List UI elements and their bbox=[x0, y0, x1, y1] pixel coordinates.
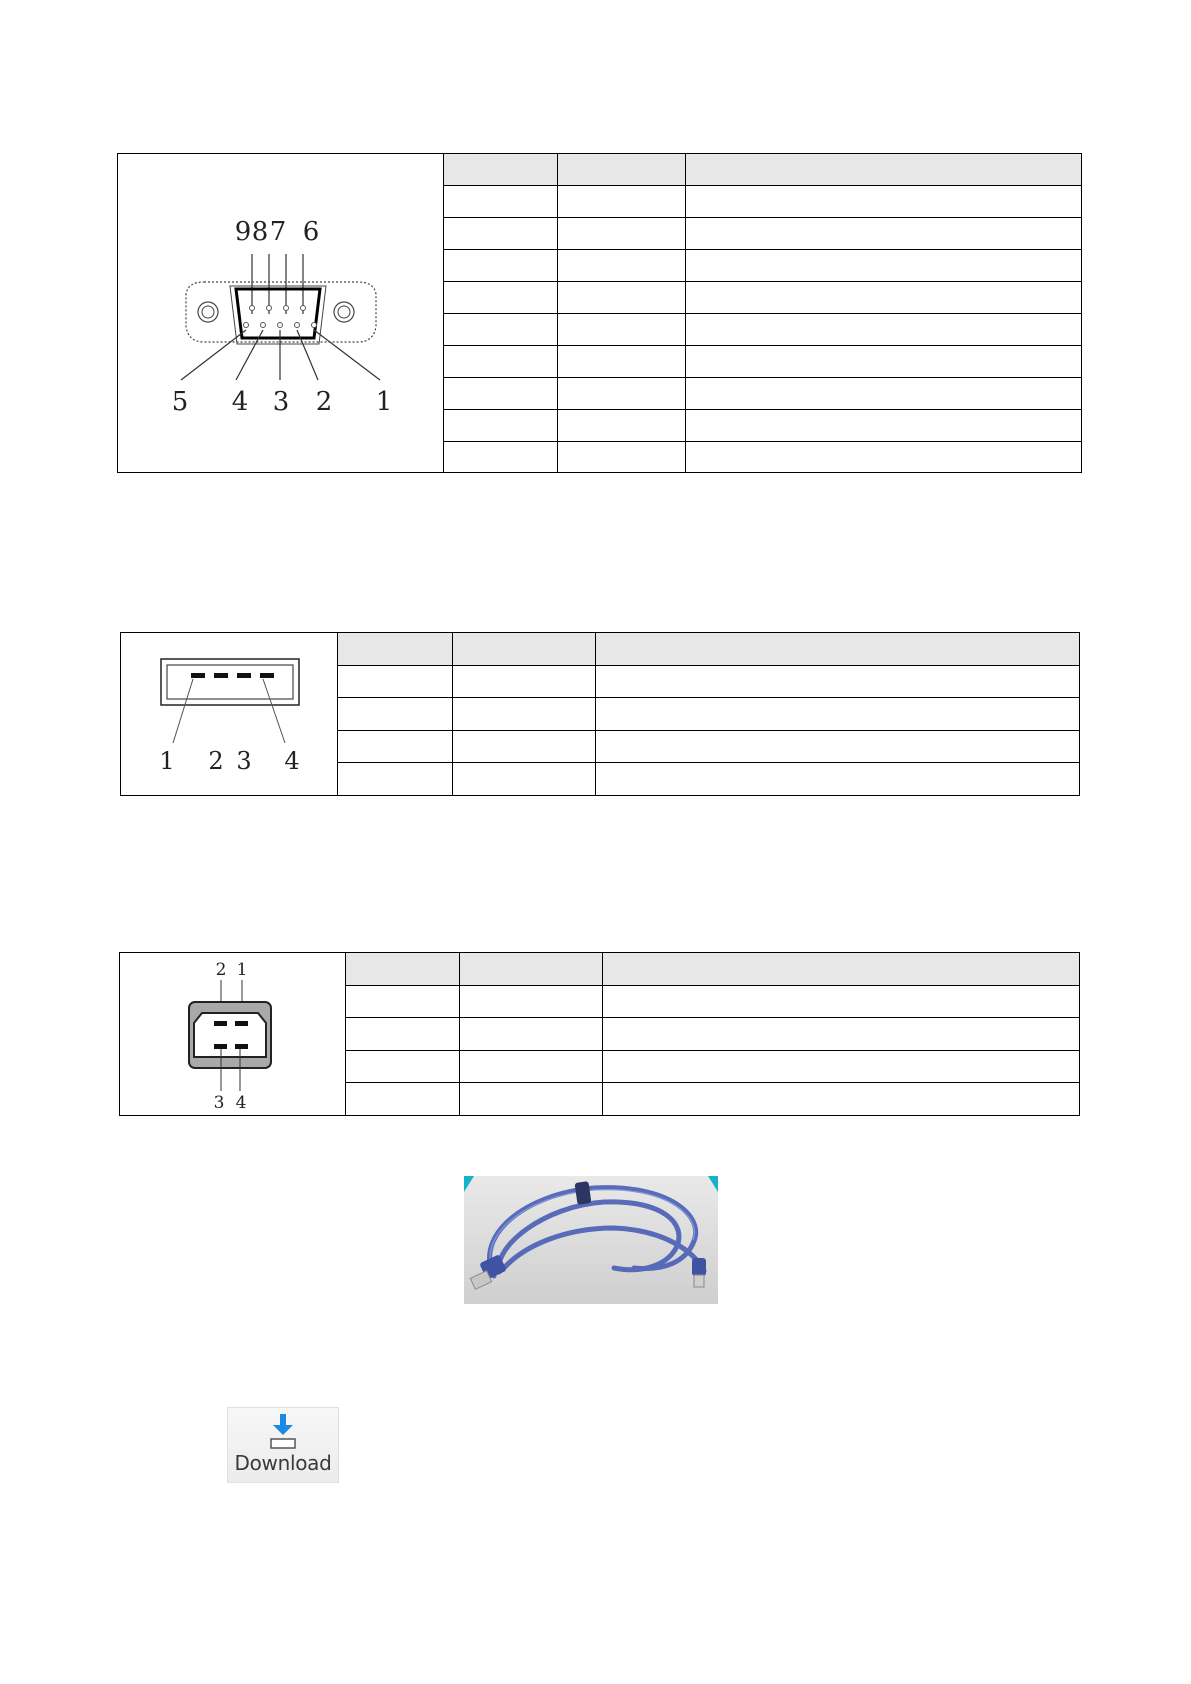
db9-pin-label: 8 bbox=[251, 217, 269, 247]
usb-b-diagram-cell bbox=[120, 953, 346, 1116]
db9-pin-label: 2 bbox=[315, 387, 333, 417]
usb-a-pin-label: 1 bbox=[159, 747, 175, 775]
db9-diagram-cell bbox=[118, 154, 444, 473]
usb-b-connector-diagram bbox=[120, 953, 346, 1115]
table-header-cell bbox=[460, 953, 603, 986]
db9-pin-label: 5 bbox=[171, 387, 189, 417]
table-header-cell bbox=[338, 633, 453, 666]
db9-pinout-table bbox=[117, 153, 1082, 473]
usb-b-pin-label: 1 bbox=[236, 960, 248, 980]
db9-pin-label: 3 bbox=[272, 387, 290, 417]
usb-b-pin-label: 3 bbox=[213, 1093, 225, 1113]
download-arrow-icon bbox=[268, 1414, 298, 1450]
usb-a-leaders bbox=[173, 679, 285, 743]
db9-bottom-leaders bbox=[181, 330, 380, 380]
usb-b-pinout-table bbox=[119, 952, 1080, 1116]
usb-b-pin-label: 4 bbox=[235, 1093, 247, 1113]
db9-top-leaders bbox=[252, 254, 303, 314]
db9-pin-label: 1 bbox=[375, 387, 393, 417]
db9-pin-label: 4 bbox=[231, 387, 249, 417]
usb-a-pin-label: 2 bbox=[208, 747, 224, 775]
usb-a-pin-label: 4 bbox=[284, 747, 300, 775]
download-button[interactable] bbox=[227, 1407, 339, 1483]
db9-pins bbox=[244, 306, 317, 328]
usb-a-contacts bbox=[191, 673, 274, 678]
usb-b-shell bbox=[189, 1002, 271, 1068]
table-header-cell bbox=[558, 154, 686, 186]
usb-a-pinout-table bbox=[120, 632, 1080, 796]
table-header-cell bbox=[453, 633, 596, 666]
db9-pin-label: 7 bbox=[269, 217, 287, 247]
table-header-cell bbox=[346, 953, 460, 986]
table-header-cell bbox=[596, 633, 1080, 666]
usb-a-shell bbox=[161, 659, 299, 705]
usb-a-connector-diagram bbox=[121, 633, 338, 795]
table-header-cell bbox=[686, 154, 1082, 186]
usb-cable-photo bbox=[464, 1176, 718, 1304]
table-header-cell bbox=[444, 154, 558, 186]
db9-connector-diagram bbox=[118, 154, 444, 472]
usb-a-diagram-cell bbox=[121, 633, 338, 796]
db9-shell bbox=[186, 282, 376, 344]
download-label: Download bbox=[234, 1451, 332, 1475]
table-header-cell bbox=[603, 953, 1080, 986]
db9-pin-label: 9 bbox=[234, 217, 252, 247]
usb-b-plug bbox=[692, 1258, 706, 1287]
db9-pin-label: 6 bbox=[302, 217, 320, 247]
usb-a-pin-label: 3 bbox=[236, 747, 252, 775]
usb-b-pin-label: 2 bbox=[215, 960, 227, 980]
